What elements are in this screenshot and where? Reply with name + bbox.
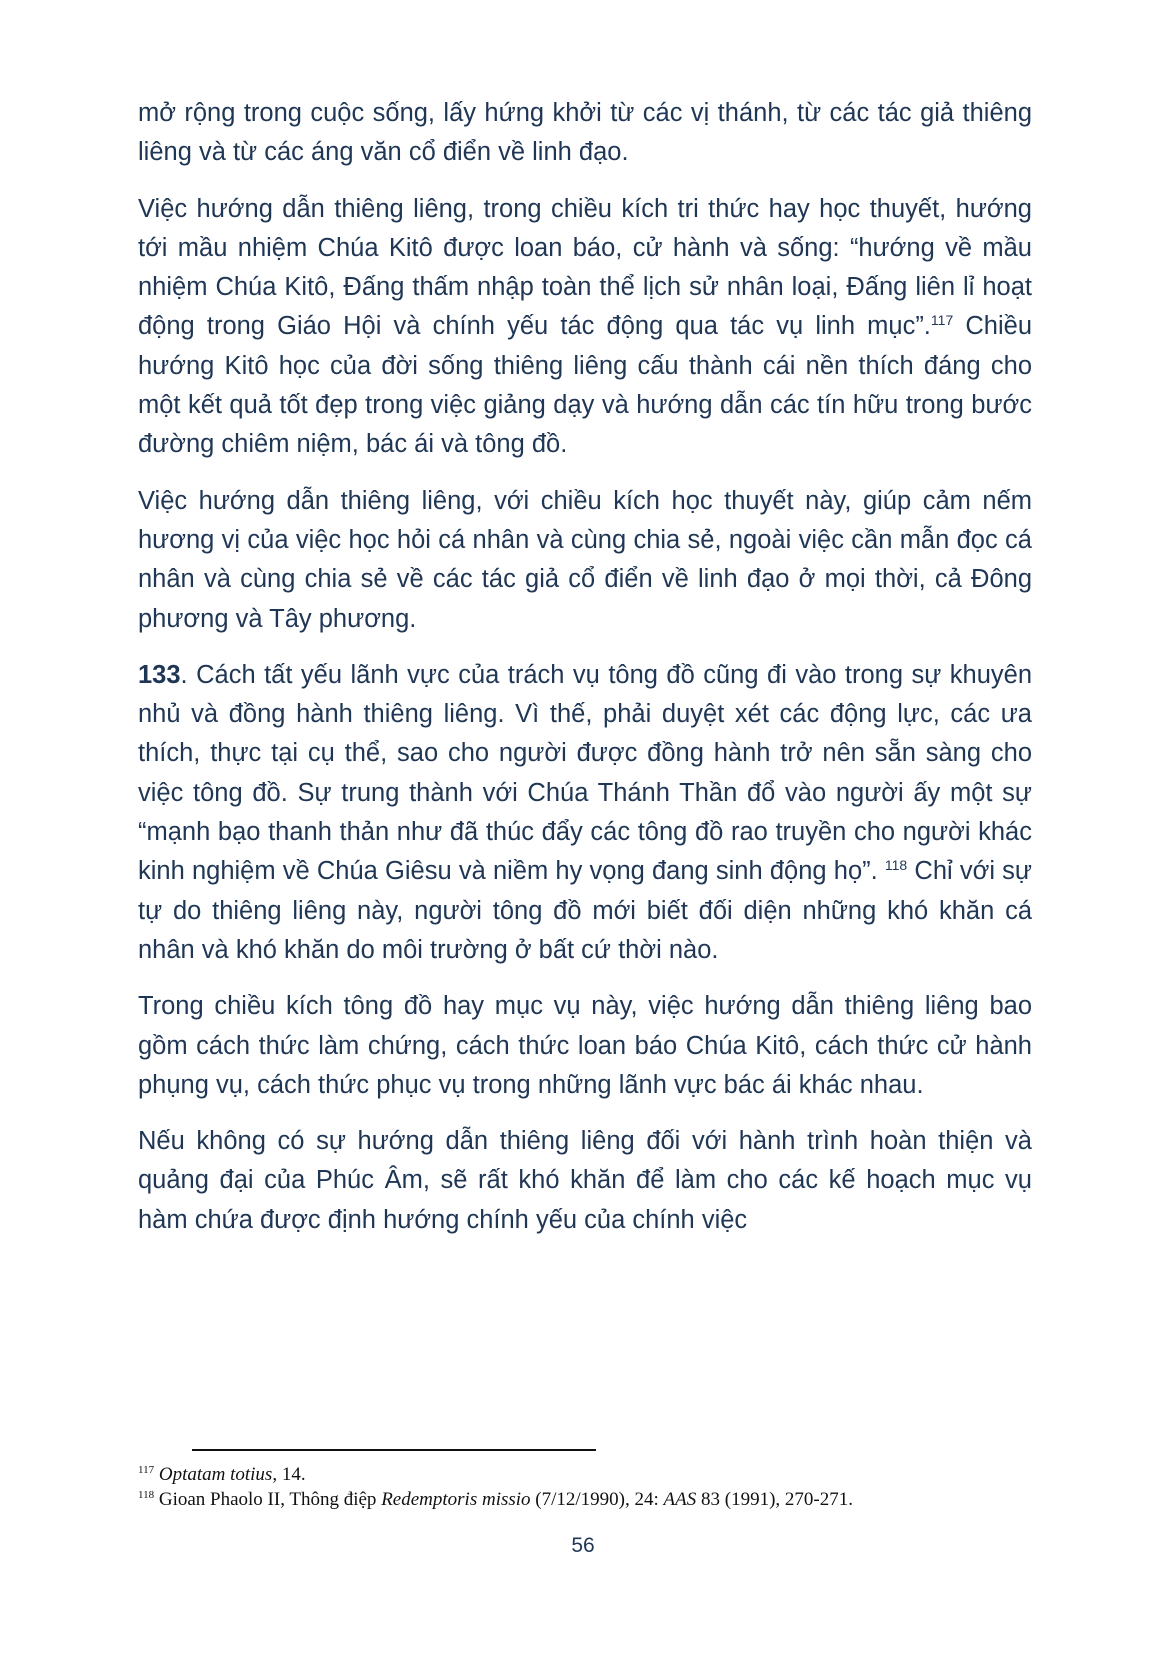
paragraph-2-text-before: Việc hướng dẫn thiêng liêng, trong chiều kích tri thức hay học thuyết, hướng tới mầu nhiệm Chúa Kitô được loan báo, cử hành và sống: “hướng về mầu nhiệm Chúa Kitô, Đấng thấm nhập toàn thể lịch sử nhân loại, Đấng liên lỉ hoạt động trong Giáo Hội và chính yếu tác động qua tác vụ linh mục”.	[138, 194, 1032, 341]
paragraph-6	[138, 1122, 1032, 1240]
footnote-117-number: 117	[138, 1464, 155, 1476]
paragraph-6-text: Nếu không có sự hướng dẫn thiêng liêng đối với hành trình hoàn thiện và quảng đại của Phúc Âm, sẽ rất khó khăn để làm cho các kế hoạch mục vụ hàm chứa được định hướng chính yếu của chính việc	[138, 1127, 1032, 1234]
paragraph-3	[138, 482, 1032, 639]
footnote-118	[138, 1487, 1032, 1512]
footnote-118-journal: AAS	[663, 1489, 697, 1510]
footnote-ref-118[interactable]: 118	[884, 857, 908, 874]
footnote-118-title: Redemptoris missio	[381, 1489, 531, 1510]
footnote-118-rest: 83 (1991), 270-271.	[696, 1489, 853, 1510]
paragraph-1	[138, 94, 1032, 173]
footnote-118-pre: Gioan Phaolo II, Thông điệp	[158, 1489, 382, 1510]
paragraph-2	[138, 190, 1032, 465]
paragraph-4-text-after: Chỉ với sự tự do thiêng liêng này, người tông đồ mới biết đối diện những khó khăn cá nhân và khó khăn do môi trường ở bất cứ thời nào.	[138, 857, 1032, 964]
paragraph-5	[138, 987, 1032, 1105]
paragraph-5-text: Trong chiều kích tông đồ hay mục vụ này, việc hướng dẫn thiêng liêng bao gồm cách thức làm chứng, cách thức loan báo Chúa Kitô, cách thức cử hành phụng vụ, cách thức phục vụ trong những lãnh vực bác ái khác nhau.	[138, 992, 1032, 1099]
footnote-117-rest: , 14.	[272, 1464, 306, 1485]
footnote-divider	[192, 1449, 596, 1451]
body-text	[138, 94, 1032, 1257]
footnote-117	[138, 1462, 1032, 1487]
paragraph-3-text: Việc hướng dẫn thiêng liêng, với chiều kích học thuyết này, giúp cảm nếm hương vị của việc học hỏi cá nhân và cùng chia sẻ, ngoài việc cần mẫn đọc cá nhân và cùng chia sẻ về các tác giả cổ điển về linh đạo ở mọi thời, cả Đông phương và Tây phương.	[138, 486, 1032, 633]
section-number: 133	[138, 660, 181, 689]
paragraph-4	[138, 656, 1032, 970]
footnote-118-mid: (7/12/1990), 24:	[530, 1489, 664, 1510]
footnotes	[138, 1462, 1032, 1512]
paragraph-4-text-before: . Cách tất yếu lãnh vực của trách vụ tông đồ cũng đi vào trong sự khuyên nhủ và đồng hành thiêng liêng. Vì thế, phải duyệt xét các động lực, các ưa thích, thực tại cụ thể, sao cho người được đồng hành trở nên sẵn sàng cho việc tông đồ. Sự trung thành với Chúa Thánh Thần đổ vào người ấy một sự “mạnh bạo thanh thản như đã thúc đẩy các tông đồ rao truyền cho người khác kinh nghiệm về Chúa Giêsu và niềm hy vọng đang sinh động họ”.	[138, 660, 1032, 886]
page-number: 56	[571, 1534, 595, 1557]
footnote-ref-117[interactable]: 117	[930, 312, 954, 329]
paragraph-1-text: mở rộng trong cuộc sống, lấy hứng khởi từ các vị thánh, từ các tác giả thiêng liêng và từ các áng văn cổ điển về linh đạo.	[138, 99, 1032, 167]
footnote-118-number: 118	[138, 1489, 155, 1501]
footnote-117-title: Optatam totius	[158, 1464, 273, 1485]
paragraph-2-text-after: Chiều hướng Kitô học của đời sống thiêng liêng cấu thành cái nền thích đáng cho một kết quả tốt đẹp trong việc giảng dạy và hướng dẫn các tín hữu trong bước đường chiêm niệm, bác ái và tông đồ.	[138, 312, 1032, 459]
